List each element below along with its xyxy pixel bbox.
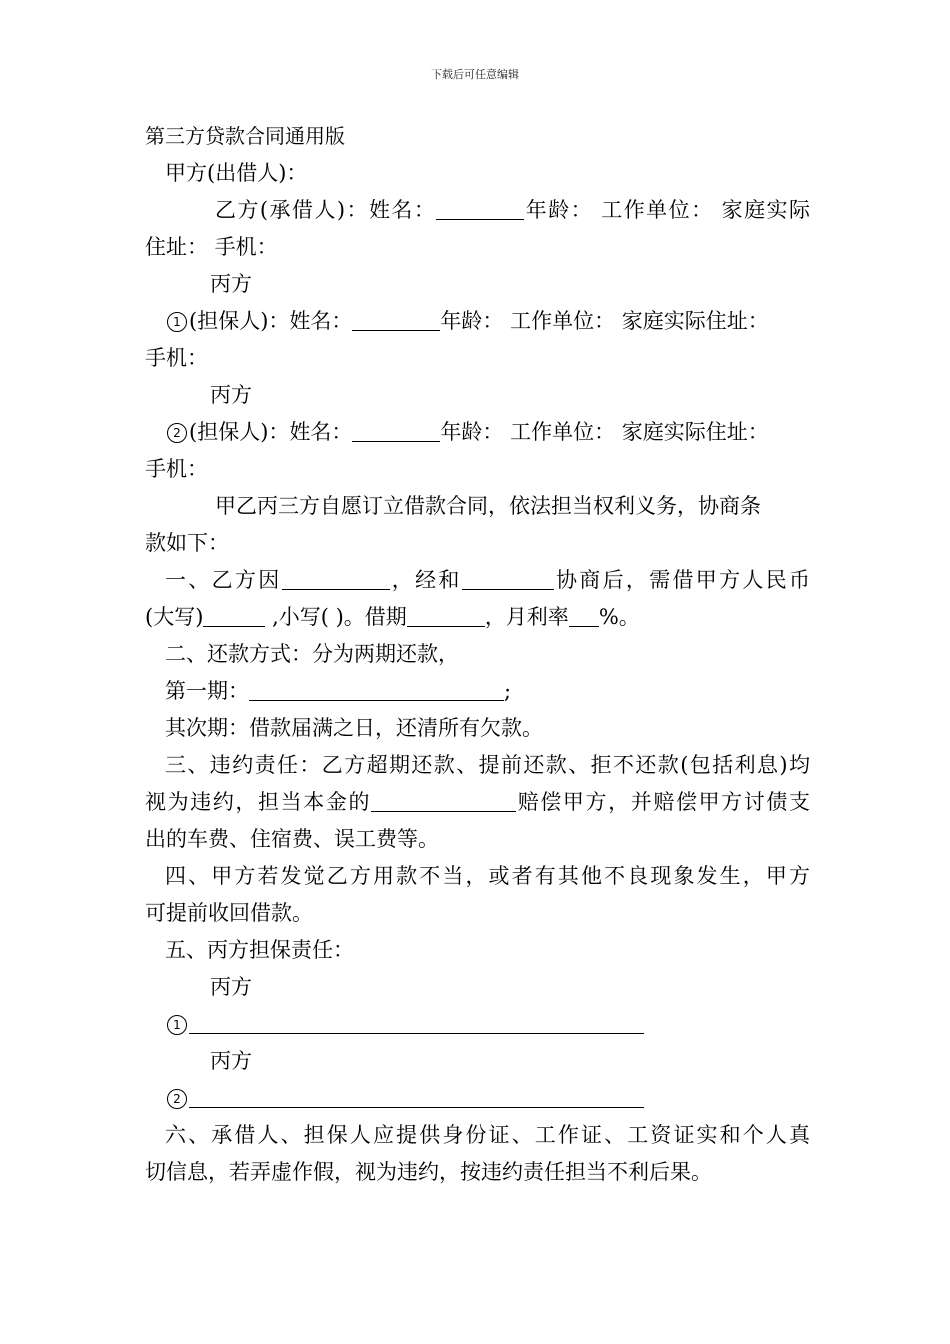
clause-1-text-g: %。: [598, 605, 640, 629]
party-c2-phone: 手机：: [145, 457, 208, 481]
clause-1-text-e: ,小写( )。借期: [265, 605, 407, 629]
clause-3-line-1: 三、违约责任：乙方超期还款、提前还款、拒不还款(包括利息)均: [165, 753, 810, 777]
party-c1-label: 丙方: [210, 272, 252, 296]
intro-line-2: 款如下：: [145, 531, 229, 555]
clause-1-text-f: ，月利率: [484, 605, 569, 629]
party-c1-name-blank: [352, 310, 440, 331]
clause-3-line-2: [145, 784, 810, 821]
party-c2-line: [145, 414, 810, 451]
clause-6-line-1: 六、承借人、担保人应提供身份证、工作证、工资证实和个人真: [165, 1123, 810, 1147]
party-b-prefix: 乙方(承借人)：姓名：: [215, 198, 437, 222]
circled-number-2: 2: [167, 1089, 187, 1109]
rate-blank: [569, 606, 599, 627]
clause-1-line-2: [145, 599, 810, 636]
guarantor-2-blank: [189, 1087, 644, 1108]
clause-1-line-1: [145, 562, 810, 599]
clause-4-line-2: 可提前收回借款。: [145, 901, 313, 925]
first-period-label: 第一期：: [165, 679, 249, 703]
party-b-address: 家庭实际: [721, 198, 810, 222]
first-period-blank: [249, 680, 504, 701]
clause-1-text-a: 一、乙方因: [165, 568, 282, 592]
party-c2-label: 丙方: [210, 383, 252, 407]
reason-blank: [282, 569, 390, 590]
clause-6-line-2: 切信息，若弄虚作假，视为违约，按违约责任担当不利后果。: [145, 1160, 712, 1184]
clause-3-line-3: 出的车费、住宿费、误工费等。: [145, 827, 439, 851]
clause-5-c2-line: [145, 1080, 810, 1117]
party-c1-prefix: (担保人)：姓名：: [189, 309, 353, 333]
party-b-age: 年龄：: [524, 198, 594, 222]
party-c1-phone: 手机：: [145, 346, 208, 370]
clause-5-c2-label: 丙方: [210, 1049, 252, 1073]
contract-body: [145, 118, 810, 1191]
party-c2-name-blank: [352, 421, 440, 442]
clause-1-text-b: ，经和: [389, 568, 462, 592]
clause-5-c1-line: [145, 1006, 810, 1043]
penalty-blank: [371, 791, 516, 812]
clause-4-line-1: 四、甲方若发觉乙方用款不当，或者有其他不良现象发生，甲方: [165, 864, 810, 888]
party-c2-prefix: (担保人)：姓名：: [189, 420, 353, 444]
term-blank: [407, 606, 485, 627]
clause-3-text-b: 赔偿甲方，并赔偿甲方讨债支: [516, 790, 811, 814]
party-b-name-blank: [436, 199, 524, 220]
party-b-work: 工作单位：: [601, 198, 714, 222]
clause-1-text-c: 协商后，需借甲方人民币: [553, 568, 811, 592]
circled-number-1: 1: [167, 1015, 187, 1035]
amount-upper-blank: [203, 606, 265, 627]
party-a-line: 甲方(出借人)：: [165, 161, 308, 185]
guarantor-1-blank: [189, 1013, 644, 1034]
circled-number-2: 2: [167, 423, 187, 443]
clause-5-title: 五、丙方担保责任：: [165, 938, 354, 962]
clause-3-text-a: 视为违约，担当本金的: [145, 790, 372, 814]
clause-5-c1-label: 丙方: [210, 975, 252, 999]
party-c1-line: [145, 303, 810, 340]
document-title: 第三方贷款合同通用版: [145, 124, 345, 148]
party-c1-rest: 年龄： 工作单位： 家庭实际住址：: [440, 309, 769, 333]
negotiator-blank: [462, 569, 554, 590]
party-b-line-1: [145, 192, 810, 229]
header-note: 下载后可任意编辑: [431, 68, 519, 81]
circled-number-1: 1: [167, 312, 187, 332]
clause-2-first-period: [145, 673, 810, 710]
clause-2-line-1: 二、还款方式：分为两期还款，: [165, 642, 459, 666]
clause-1-text-d: (大写): [145, 605, 204, 629]
party-b-line-2: 住址： 手机：: [145, 235, 278, 259]
first-period-end: ;: [504, 679, 512, 703]
clause-2-second-period: 其次期：借款届满之日，还清所有欠款。: [165, 716, 543, 740]
party-c2-rest: 年龄： 工作单位： 家庭实际住址：: [440, 420, 769, 444]
intro-line-1: 甲乙丙三方自愿订立借款合同，依法担当权利义务，协商条: [215, 494, 761, 518]
